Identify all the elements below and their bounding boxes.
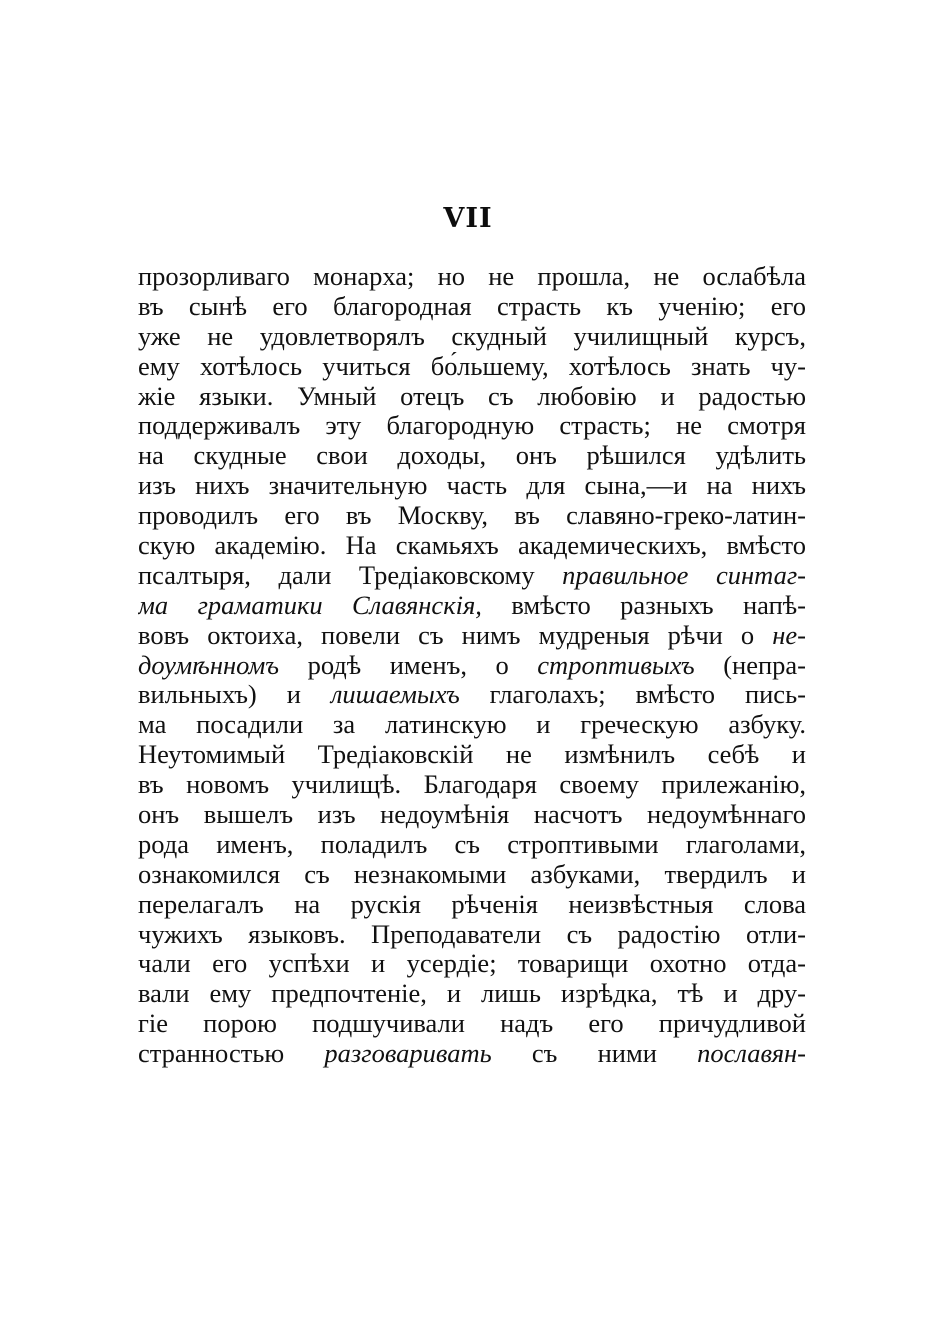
text-segment: проводилъ его въ Москву, въ славяно-греко-латин- <box>138 501 806 531</box>
text-segment: Неутомимый Тредіаковскій не измѣнилъ себѣ и <box>138 740 806 770</box>
text-line <box>138 680 806 710</box>
page-number: VII <box>443 203 493 234</box>
text-line <box>138 710 806 740</box>
text-segment: въ новомъ училищѣ. Благодаря своему прилежанію, <box>138 770 806 800</box>
text-segment: вильныхъ) и <box>138 680 331 710</box>
text-line <box>138 740 806 770</box>
text-segment: скую академію. На скамьяхъ академическихъ, вмѣсто <box>138 531 806 561</box>
text-segment: на скудные свои доходы, онъ рѣшился удѣлить <box>138 441 806 471</box>
text-line <box>138 262 806 292</box>
text-segment: перелагалъ на рускія рѣченія неизвѣстныя слова <box>138 889 806 919</box>
text-line <box>138 1009 806 1039</box>
text-line <box>138 382 806 412</box>
text-line <box>138 531 806 561</box>
text-line <box>138 292 806 322</box>
text-segment: ему хотѣлось учиться бо́льшему, хотѣлось знать чу- <box>138 351 806 381</box>
italic-text-segment: не- <box>772 620 806 650</box>
text-line <box>138 651 806 681</box>
text-line <box>138 411 806 441</box>
text-segment: жіе языки. Умный отецъ съ любовію и радостью <box>138 381 806 411</box>
text-line <box>138 501 806 531</box>
text-line <box>138 949 806 979</box>
body-text <box>138 262 806 1069</box>
text-segment: гіе порою подшучивали надъ его причудливой <box>138 1009 806 1039</box>
italic-text-segment: лишаемыхъ <box>330 680 460 710</box>
text-segment: глаголахъ; вмѣсто пись- <box>459 680 806 710</box>
text-segment: въ сынѣ его благородная страсть къ ученію; его <box>138 291 806 321</box>
text-segment: странностью <box>138 1039 325 1069</box>
text-segment: псалтыря, дали Тредіаковскому <box>138 560 563 590</box>
text-segment: рода именъ, поладилъ съ строптивыми глаголами, <box>138 829 806 859</box>
italic-text-segment: разговаривать <box>324 1039 492 1069</box>
text-segment: чали его успѣхи и усердіе; товарищи охотно отда- <box>138 949 806 979</box>
text-segment: прозорливаго монарха; но не прошла, не ослабѣла <box>138 262 806 291</box>
text-segment: (непра- <box>694 650 806 680</box>
text-segment: вали ему предпочтеніе, и лишь изрѣдка, тѣ и дру- <box>138 979 806 1009</box>
text-line <box>138 979 806 1009</box>
text-segment: ознакомился съ незнакомыми азбуками, твердилъ и <box>138 859 806 889</box>
text-segment: родѣ именъ, о <box>279 650 538 680</box>
text-line <box>138 561 806 591</box>
text-line <box>138 621 806 651</box>
text-segment: онъ вышелъ изъ недоумѣнія насчотъ недоумѣннаго <box>138 800 806 830</box>
italic-text-segment: доумѣнномъ <box>138 650 280 680</box>
text-line <box>138 591 806 621</box>
text-line <box>138 800 806 830</box>
italic-text-segment: пославян- <box>697 1039 806 1069</box>
text-line <box>138 770 806 800</box>
text-line <box>138 920 806 950</box>
text-segment: вовъ октоиха, повели съ нимъ мудреныя рѣчи о <box>138 620 773 650</box>
text-line <box>138 1039 806 1069</box>
text-segment: уже не удовлетворялъ скудный училищный курсъ, <box>138 321 806 351</box>
text-segment: ма посадили за латинскую и греческую азбуку. <box>138 710 806 740</box>
text-line <box>138 352 806 382</box>
italic-text-segment: ма граматики Славянскія, <box>138 590 482 620</box>
text-line <box>138 441 806 471</box>
text-segment: вмѣсто разныхъ напѣ- <box>481 590 806 620</box>
italic-text-segment: строптивыхъ <box>537 650 695 680</box>
text-line <box>138 860 806 890</box>
italic-text-segment: правильное синтаг- <box>562 560 806 590</box>
text-segment: съ ними <box>491 1039 698 1069</box>
text-segment: чужихъ языковъ. Преподаватели съ радостію отли- <box>138 919 806 949</box>
text-segment: поддерживалъ эту благородную страсть; не смотря <box>138 411 806 441</box>
text-segment: изъ нихъ значительную часть для сына,—и на нихъ <box>138 471 806 501</box>
text-line <box>138 471 806 501</box>
text-line <box>138 322 806 352</box>
text-line <box>138 890 806 920</box>
text-line <box>138 830 806 860</box>
